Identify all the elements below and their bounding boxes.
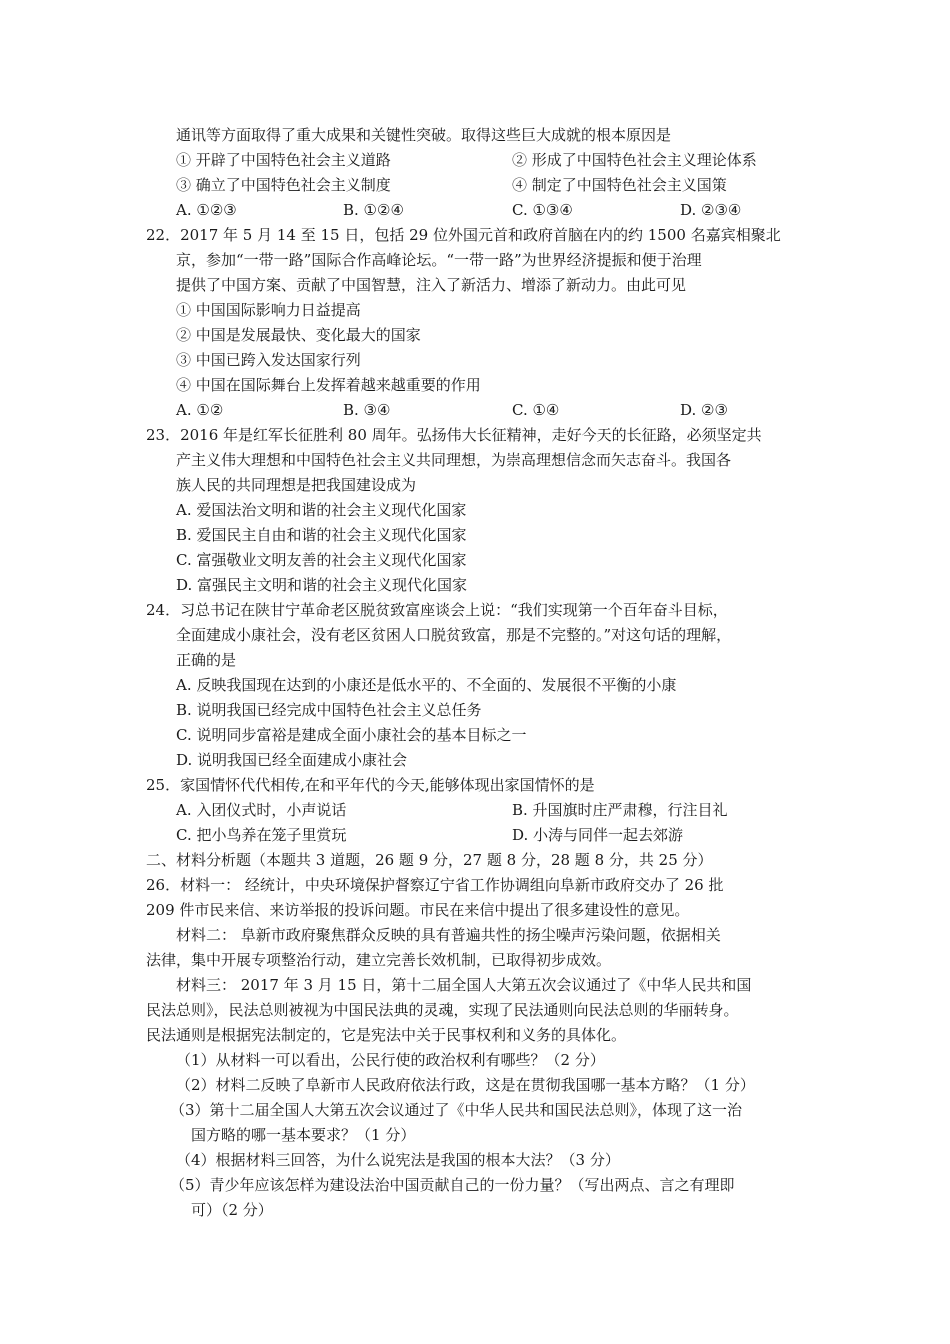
q22-statement-2: ② 中国是发展最快、变化最大的国家 bbox=[176, 326, 421, 344]
q24-stem-line-1: 24．习总书记在陕甘宁革命老区脱贫致富座谈会上说：“我们实现第一个百年奋斗目标， bbox=[146, 601, 728, 619]
q22-option-d: D. ②③ bbox=[680, 401, 728, 419]
q21-statement-3: ③ 确立了中国特色社会主义制度 bbox=[176, 176, 391, 194]
q24-option-c: C. 说明同步富裕是建成全面小康社会的基本目标之一 bbox=[176, 726, 527, 744]
q26-material-1-line-1: 26．材料一： 经统计，中央环境保护督察辽宁省工作协调组向阜新市政府交办了 26 批 bbox=[146, 876, 724, 894]
q21-statement-4: ④ 制定了中国特色社会主义国策 bbox=[512, 176, 727, 194]
q21-continuation: 通讯等方面取得了重大成果和关键性突破。取得这些巨大成就的根本原因是 bbox=[176, 126, 672, 144]
q22-stem-line-1: 22．2017 年 5 月 14 至 15 日，包括 29 位外国元首和政府首脑在内的约 1500 名嘉宾相聚北 bbox=[146, 226, 781, 244]
q26-material-2-line-1: 材料二： 阜新市政府聚焦群众反映的具有普遍共性的扬尘噪声污染问题，依据相关 bbox=[176, 926, 721, 944]
q21-option-c: C. ①③④ bbox=[512, 201, 573, 219]
q23-option-b: B. 爱国民主自由和谐的社会主义现代化国家 bbox=[176, 526, 467, 544]
q24-option-a: A. 反映我国现在达到的小康还是低水平的、不全面的、发展很不平衡的小康 bbox=[176, 676, 677, 694]
q26-part-3-line-1: （3）第十二届全国人大第五次会议通过了《中华人民共和国民法总则》，体现了这一治 bbox=[170, 1101, 743, 1119]
q21-option-a: A. ①②③ bbox=[176, 201, 237, 219]
q23-stem-line-1: 23．2016 年是红军长征胜利 80 周年。弘扬伟大长征精神，走好今天的长征路，必须坚定共 bbox=[146, 426, 762, 444]
q24-option-d: D. 说明我国已经全面建成小康社会 bbox=[176, 751, 408, 769]
q26-part-2: （2）材料二反映了阜新市人民政府依法行政，这是在贯彻我国哪一基本方略？（1 分） bbox=[176, 1076, 755, 1094]
section-2-heading: 二、材料分析题（本题共 3 道题，26 题 9 分，27 题 8 分，28 题 8 分，共 25 分） bbox=[146, 851, 713, 869]
q22-option-c: C. ①④ bbox=[512, 401, 560, 419]
q22-statement-3: ③ 中国已跨入发达国家行列 bbox=[176, 351, 361, 369]
q25-option-a: A. 入团仪式时，小声说话 bbox=[176, 801, 347, 819]
q26-part-1: （1）从材料一可以看出，公民行使的政治权利有哪些？（2 分） bbox=[176, 1051, 605, 1069]
q22-stem-line-3: 提供了中国方案、贡献了中国智慧，注入了新活力、增添了新动力。由此可见 bbox=[176, 276, 687, 294]
q22-option-a: A. ①② bbox=[176, 401, 224, 419]
q26-part-4: （4）根据材料三回答，为什么说宪法是我国的根本大法？（3 分） bbox=[176, 1151, 620, 1169]
q23-option-c: C. 富强敬业文明友善的社会主义现代化国家 bbox=[176, 551, 467, 569]
q26-part-5-line-2: 可）（2 分） bbox=[191, 1201, 273, 1219]
q26-part-5-line-1: （5）青少年应该怎样为建设法治中国贡献自己的一份力量？（写出两点、言之有理即 bbox=[170, 1176, 735, 1194]
q21-option-d: D. ②③④ bbox=[680, 201, 742, 219]
q24-stem-line-2: 全面建成小康社会，没有老区贫困人口脱贫致富，那是不完整的。”对这句话的理解， bbox=[176, 626, 732, 644]
q26-part-3-line-2: 国方略的哪一基本要求？（1 分） bbox=[191, 1126, 416, 1144]
q26-material-1-line-2: 209 件市民来信、来访举报的投诉问题。市民在来信中提出了很多建设性的意见。 bbox=[146, 901, 690, 919]
q26-material-3-line-3: 民法通则是根据宪法制定的，它是宪法中关于民事权利和义务的具体化。 bbox=[146, 1026, 627, 1044]
q22-statement-4: ④ 中国在国际舞台上发挥着越来越重要的作用 bbox=[176, 376, 481, 394]
q23-stem-line-3: 族人民的共同理想是把我国建设成为 bbox=[176, 476, 417, 494]
q23-option-d: D. 富强民主文明和谐的社会主义现代化国家 bbox=[176, 576, 468, 594]
q26-material-3-line-1: 材料三： 2017 年 3 月 15 日，第十二届全国人大第五次会议通过了《中华人民共和国 bbox=[176, 976, 752, 994]
q25-stem: 25．家国情怀代代相传,在和平年代的今天,能够体现出家国情怀的是 bbox=[146, 776, 595, 794]
q25-option-b: B. 升国旗时庄严肃穆，行注目礼 bbox=[512, 801, 728, 819]
q22-statement-1: ① 中国国际影响力日益提高 bbox=[176, 301, 361, 319]
q26-material-3-line-2: 民法总则》，民法总则被视为中国民法典的灵魂，实现了民法通则向民法总则的华丽转身。 bbox=[146, 1001, 739, 1019]
q23-option-a: A. 爱国法治文明和谐的社会主义现代化国家 bbox=[176, 501, 467, 519]
q22-option-b: B. ③④ bbox=[343, 401, 391, 419]
q26-material-2-line-2: 法律，集中开展专项整治行动，建立完善长效机制，已取得初步成效。 bbox=[146, 951, 612, 969]
q23-stem-line-2: 产主义伟大理想和中国特色社会主义共同理想，为崇高理想信念而矢志奋斗。我国各 bbox=[176, 451, 732, 469]
q24-option-b: B. 说明我国已经完成中国特色社会主义总任务 bbox=[176, 701, 482, 719]
q22-stem-line-2: 京，参加“一带一路”国际合作高峰论坛。“一带一路”为世界经济提振和便于治理 bbox=[176, 251, 702, 269]
q21-statement-2: ② 形成了中国特色社会主义理论体系 bbox=[512, 151, 757, 169]
q24-stem-line-3: 正确的是 bbox=[176, 651, 237, 669]
q25-option-d: D. 小涛与同伴一起去郊游 bbox=[512, 826, 684, 844]
q25-option-c: C. 把小鸟养在笼子里赏玩 bbox=[176, 826, 347, 844]
q21-option-b: B. ①②④ bbox=[343, 201, 404, 219]
q21-statement-1: ① 开辟了中国特色社会主义道路 bbox=[176, 151, 391, 169]
